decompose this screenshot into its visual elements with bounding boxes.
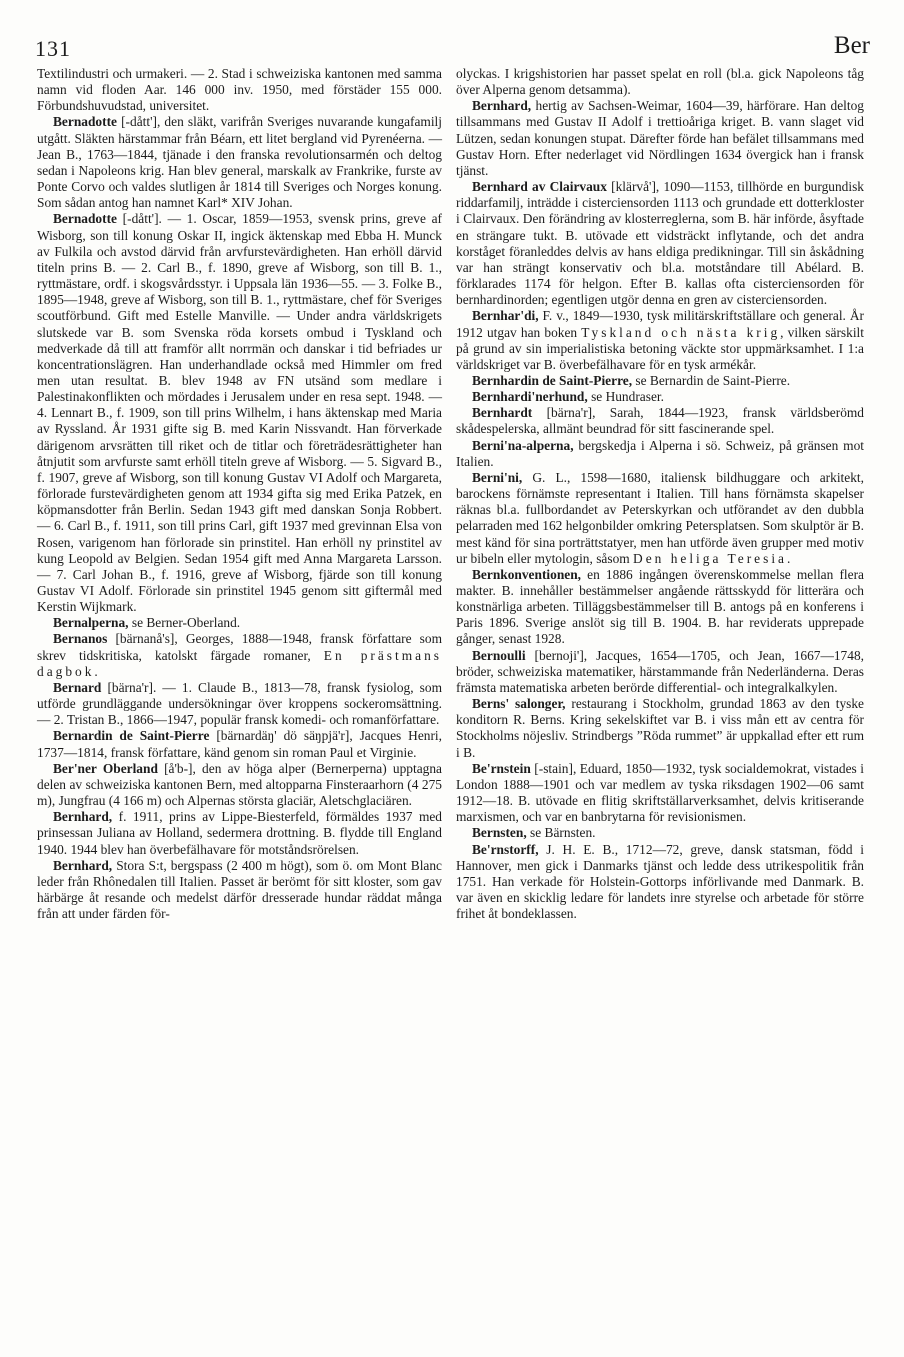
entry-title-spaced: Den heliga Teresia [633,550,787,566]
entry-text: se Bärnsten. [526,825,596,841]
entry-text: [å'b-], den av höga alper (Bernerperna) upptagna delen av schweiziska kantonen Bern, med altopparna Finsteraarhorn (4 275 m), Jungfrau (4 166 m) och Alpernas största glaciär, Aletschglaciären. [37,760,442,809]
entry-text: [-dått'], den släkt, varifrån Sveriges nuvarande kungafamilj utgått. Släkten härstammar från Béarn, ett litet bergland vid Pyrenéerna. — Jean B., 1763—1844, tjänade i den franska revolutionsarmén och deltog sedan i Napoleons krig. Han blev general, marskalk av Frankrike, furste av Ponte Corvo och valdes slutligen år 1814 till Sveriges och Norges konung. Som sådan antog han namnet Karl* XIV Johan. [37,114,442,211]
dictionary-entry [37,631,442,679]
entry-text: G. L., 1598—1680, italiensk bildhuggare och arkitekt, barockens förnämste representant i Italien. Till hans förnämsta skapelser räknas bl.a. fullbordandet av Peterskyrkan och utförandet av den dubbla pelarraden med 162 helgonbilder omkring Petersplatsen. Som skulptör är B. mest känd för sina porträttstatyer, men han utförde även grupper med motiv ur bibeln eller mytologin, såsom [456,469,864,566]
entry-headword: Be'rnstorff, [472,841,539,857]
entry-text: [-dått']. — 1. Oscar, 1859—1953, svensk prins, greve af Wisborg, son till konung Oskar II, ingick äktenskap med Ebba H. Munck av Fulkila och avstod därvid från arvfurstevärdigheten. Han erhöll därvid titeln prins B. — 2. Carl B., f. 1890, greve af Wisborg, son till B. 1., ryttmästare, ordf. i skogsvårdsstyr. i Uppsala län 1936—55. — 3. Folke B., 1895—1948, greve af Wisborg, son till B. 1., ryttmästare, chef för Sveriges scoutförbund. Gift med Estelle Manville. — Under andra världskrigets slutskede var B. som Svenska röda korsets ombud i Tyskland och medverkade då till att framför allt norrmän och danskar i tid befriades ur koncentrationslägren. Han underhandlade också med Himmler om fred men utan resultat. B. blev 1948 av FN utsänd som medlare i Palestinakonflikten och mördades i Jerusalem under en resa sept. 1948. — 4. Lennart B., f. 1909, son till prins Wilhelm, i hans äktenskap med Maria av Ryssland. År 1931 gifte sig B. med Karin Nissvandt. Han förverkade därigenom arvsrätten till riket och de titlar och företrädesrättigheter han åtnjutit som arvfurste samt erhöll titeln greve af Wisborg. — 5. Sigvard B., f. 1907, greve af Wisborg, son till konung Gustav VI Adolf och Margareta, förlorade furstevärdigheten genom att 1934 gifta sig med Erika Patzek, en köpmansdotter från Berlin. Sedan 1943 gift med danskan Sonja Robbert. — 6. Carl B., f. 1911, son till prins Carl, gift 1937 med grevinnan Elsa von Rosen, varigenom han förlorade sin prinstitel. Han erhöll ny prinstitel av kung Leopold av Belgien. Sedan 1954 gift med Anna Margareta Larsson. — 7. Carl Johan B., f. 1916, greve af Wisborg, fjärde son till konung Gustav VI Adolf. Förlorade sin prinstitel 1945 genom sitt giftermål med Kerstin Wijkmark. [37,211,442,615]
entry-text: restaurang i Stockholm, grundad 1863 av den tyske konditorn R. Berns. Kring sekelskiftet var B. i viss mån ett av centra för Stockholms nöjesliv. Strindbergs ”Röda rummet” är uppkallad efter ett rum i B. [456,696,865,760]
dictionary-entry [456,825,864,841]
entry-headword: Bernhardt [472,405,533,421]
right-column [456,66,864,922]
entry-text: se Hundraser. [587,389,664,405]
dictionary-entry [37,728,442,760]
entry-headword: Berns' salonger, [472,696,566,712]
entry-headword: Berni'ni, [472,469,523,485]
entry-text-tail: , vilken särskilt på grund av sin imperialistiska betoning väckte stor uppmärksamhet. I 1:a världskriget var B. överbefälhavare för en tysk armékår. [456,324,864,372]
dictionary-entry [456,389,864,405]
dictionary-entry [456,470,864,567]
entry-text: bergskedja i Alperna i sö. Schweiz, på gränsen mot Italien. [456,437,864,469]
dictionary-entry [37,809,442,857]
entry-headword: Bernard [53,679,102,695]
entry-headword: Bernhard, [472,98,532,114]
dictionary-entry [456,696,864,761]
entry-title-spaced: Tyskland och nästa krig [581,324,781,340]
entry-headword: Bernoulli [472,647,526,663]
entry-headword: Ber'ner Oberland [53,760,158,776]
entry-text: [bärna'r], Sarah, 1844—1923, fransk världsberömd skådespelerska, allmänt beundrad för sitt fascinerande spel. [456,405,864,437]
dictionary-entry [456,179,864,308]
entry-headword: Bernhar'di, [472,308,539,324]
entry-text: se Berner-Oberland. [128,615,241,631]
dictionary-entry [456,373,864,389]
entry-headword: Bernhard av Clairvaux [472,179,607,195]
dictionary-entry [456,405,864,437]
dictionary-entry [456,761,864,826]
entry-text: Stora S:t, bergspass (2 400 m högt), som ö. om Mont Blanc leder från Rhônedalen till Italien. Passet är berömt för sitt kloster, som gav härbärge åt resande och medelst därför dresserade hundar räddat många från att under färden för- [37,857,442,922]
entry-headword: Bernalperna, [53,615,129,631]
entry-headword: Bernsten, [472,825,527,841]
entry-headword: Bernadotte [53,114,117,130]
dictionary-entry [456,648,864,696]
entry-continuation [37,66,442,114]
entry-text: J. H. E. B., 1712—72, greve, dansk statsman, född i Hannover, men gick i Danmarks tjänst och ledde dess utrikespolitik från 1751. Han verkade för Holstein-Gottorps införlivande med Danmark. B. var även en skicklig ledare för landets inre styrelse och arbetade för större frihet åt bondeklassen. [456,841,864,922]
entry-text: [bärna'r]. — 1. Claude B., 1813—78, fransk fysiolog, som utförde grundläggande undersökningar över kroppens sockeromsättning. — 2. Tristan B., 1866—1947, populär fransk komedi- och romanförfattare. [37,679,442,728]
entry-headword: Bernhard, [53,809,113,825]
entry-title-spaced: En prästmans dagbok [37,647,442,679]
dictionary-entry [456,567,864,648]
entry-headword: Bernhardin de Saint-Pierre, [472,372,633,388]
entry-text: olyckas. I krigshistorien har passet spelat en roll (bl.a. gick Napoleons tåg över Alperna genom detsamma). [456,66,864,98]
entry-text: [bärnardäŋ' dö säŋpjä'r], Jacques Henri, 1737—1814, fransk författare, känd genom sin roman Paul et Virginie. [37,728,442,760]
entry-text-tail: . [786,550,791,566]
entry-text: se Bernardin de Saint-Pierre. [632,372,791,388]
entry-headword: Bernhardi'nerhund, [472,389,588,405]
entry-continuation [456,66,864,98]
dictionary-entry [37,680,442,728]
entry-text-tail: . [94,663,98,679]
entry-headword: Bernkonventionen, [472,566,582,582]
entry-text: en 1886 ingången överenskommelse mellan flera makter. B. innehåller bestämmelser angående rättsskydd för litterära och konstnärliga arbeten. Tilläggsbestämmelser till B. antogs på en konferens i Paris 1896. Sverige anslöt sig till B. 1904. B. har reviderats upprepade gånger, senast 1928. [456,566,864,647]
entry-text: f. 1911, prins av Lippe-Biesterfeld, förmäldes 1937 med prinsessan Juliana av Holland, sedermera drottning. B. flydde till England 1940. 1944 blev han överbefälhavare för motståndsrörelsen. [37,809,442,857]
dictionary-entry [37,114,442,211]
entry-text: [bernoji'], Jacques, 1654—1705, och Jean, 1667—1748, bröder, schweiziska matematiker, härstammande från Nederländerna. Deras främsta matematiska arbeten berörde differential- och integralkalkylen. [456,647,864,695]
page-number: 131 [35,36,71,61]
dictionary-entry [456,438,864,470]
entry-headword: Berni'na-alperna, [472,437,574,453]
entry-text: Textilindustri och urmakeri. — 2. Stad i schweiziska kantonen med samma namn vid floden Aar. 146 000 inv. 1950, med förstäder 155 000. Förbundshuvudstad, universitet. [37,66,442,114]
entry-text: [bärnanå's], Georges, 1888—1948, fransk författare som skrev tidskritiska, katolskt färgade romaner, [37,631,442,663]
dictionary-entry [456,98,864,179]
entry-text: hertig av Sachsen-Weimar, 1604—39, härförare. Han deltog tillsammans med Gustav II Adolf i trettioåriga kriget. B. vann slaget vid Lützen, sedan konungen stupat. Därefter förde han befälet tillsammans med Gustav Horn. Efter nederlaget vid Nördlingen 1634 övergick han i fransk tjänst. [456,98,864,178]
entry-text: F. v., 1849—1930, tysk militärskriftställare och general. År 1912 utgav han boken [456,308,864,340]
running-head: Ber [833,32,870,59]
entry-text: [klärvå'], 1090—1153, tillhörde en burgundisk riddarfamilj, inträdde i cisterciensorden 1113 och grundade ett dotterkloster i Clairvaux. Den förändring av klosterreglerna, som B. här införde, åsyftade en strängare tukt. B. utövade ett vidsträckt inflytande, och det andra korståget föranleddes delvis av hans eldiga predikningar. Till sin åskådning var han strängt konservativ och bl.a. motståndare till Abélard. B. förklarades 1174 för helgon. Efter B. kallas ofta cisterciensorden för bernhardinorden; egentligen utgör denna en gren av cisterciensorden. [456,179,864,308]
dictionary-entry [456,308,864,373]
dictionary-entry [37,761,442,809]
entry-headword: Bernhard, [53,857,113,873]
dictionary-entry [37,211,442,615]
dictionary-entry [37,858,442,923]
entry-text: [-stain], Eduard, 1850—1932, tysk socialdemokrat, vistades i London 1888—1901 och var medlem av tyska riksdagen 1902—06 samt 1912—18. B. utövade en flitig skriftställarverksamhet, delvis kritiserande marxismen, och var en banbrytarna för revisionismen. [456,760,864,825]
entry-headword: Be'rnstein [472,760,531,776]
entry-headword: Bernanos [53,631,108,647]
entry-headword: Bernardin de Saint-Pierre [53,728,210,744]
entry-headword: Bernadotte [53,211,117,227]
left-column [37,66,442,922]
dictionary-entry [456,842,864,923]
dictionary-entry [37,615,442,631]
